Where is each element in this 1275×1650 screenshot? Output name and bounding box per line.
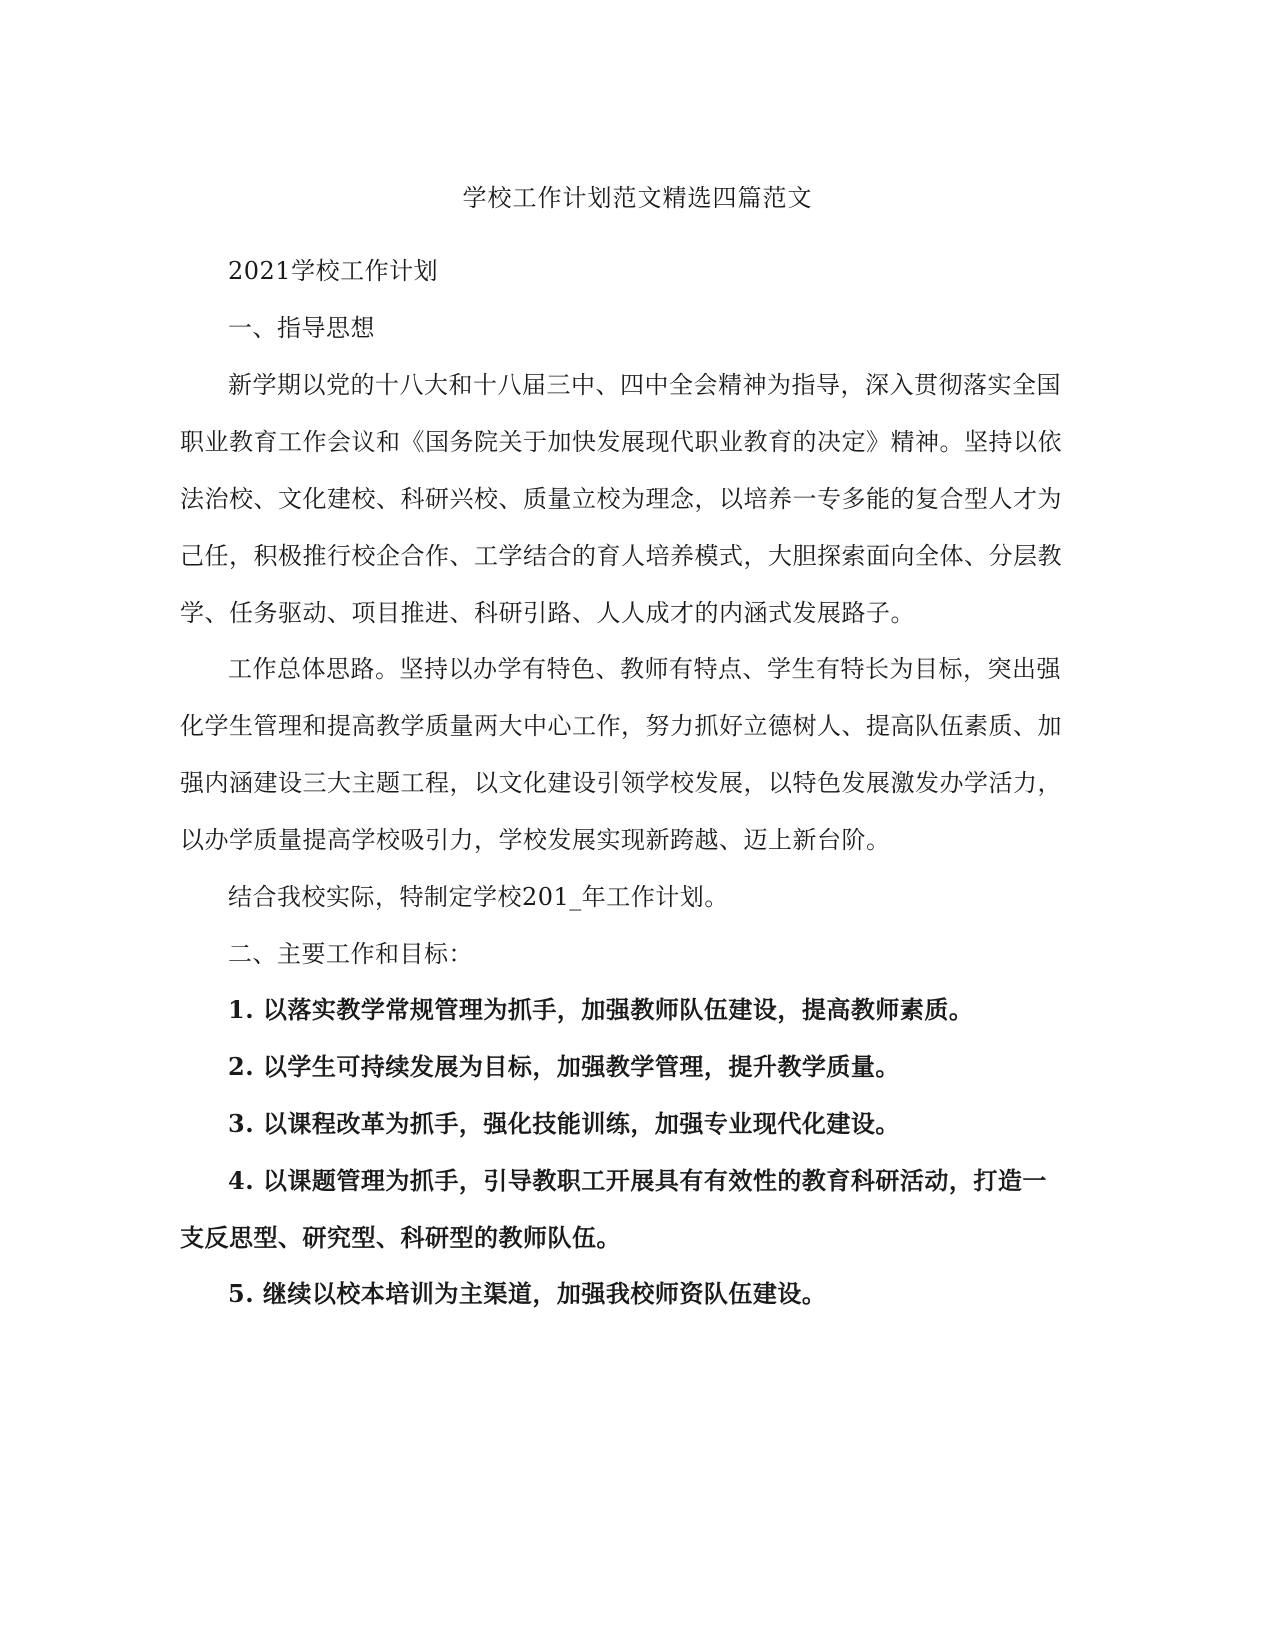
- paragraph-line: 结合我校实际，特制定学校201_年工作计划。: [228, 883, 729, 911]
- paragraph-line: 化学生管理和提高教学质量两大中心工作，努力抓好立德树人、提高队伍素质、加: [180, 712, 1062, 740]
- section-heading-guiding-ideology: 一、指导思想: [228, 314, 375, 342]
- goal-item-continued: 支反思型、研究型、科研型的教师队伍。: [180, 1223, 621, 1252]
- goal-item: 4. 以课题管理为抓手，引导教职工开展具有有效性的教育科研活动，打造一: [228, 1166, 1047, 1195]
- goal-item: 3. 以课程改革为抓手，强化技能训练，加强专业现代化建设。: [228, 1109, 900, 1138]
- paragraph-line: 工作总体思路。坚持以办学有特色、教师有特点、学生有特长为目标，突出强: [228, 655, 1061, 683]
- plan-subtitle: 2021学校工作计划: [228, 257, 439, 285]
- goal-item: 1. 以落实教学常规管理为抓手，加强教师队伍建设，提高教师素质。: [228, 995, 974, 1024]
- paragraph-line: 学、任务驱动、项目推进、科研引路、人人成才的内涵式发展路子。: [180, 599, 915, 627]
- paragraph-line: 法治校、文化建校、科研兴校、质量立校为理念，以培养一专多能的复合型人才为: [180, 485, 1062, 513]
- paragraph-line: 强内涵建设三大主题工程，以文化建设引领学校发展，以特色发展激发办学活力，: [180, 769, 1062, 797]
- goal-item: 2. 以学生可持续发展为目标，加强教学管理，提升教学质量。: [228, 1052, 900, 1081]
- paragraph-line: 以办学质量提高学校吸引力，学校发展实现新跨越、迈上新台阶。: [180, 826, 891, 854]
- paragraph-line: 己任，积极推行校企合作、工学结合的育人培养模式，大胆探索面向全体、分层教: [180, 542, 1062, 570]
- goal-item: 5. 继续以校本培训为主渠道，加强我校师资队伍建设。: [228, 1279, 827, 1308]
- paragraph-line: 职业教育工作会议和《国务院关于加快发展现代职业教育的决定》精神。坚持以依: [180, 428, 1062, 456]
- section-heading-main-goals: 二、主要工作和目标：: [228, 940, 473, 968]
- paragraph-line: 新学期以党的十八大和十八届三中、四中全会精神为指导，深入贯彻落实全国: [228, 371, 1061, 399]
- document-title: 学校工作计划范文精选四篇范文: [462, 184, 813, 212]
